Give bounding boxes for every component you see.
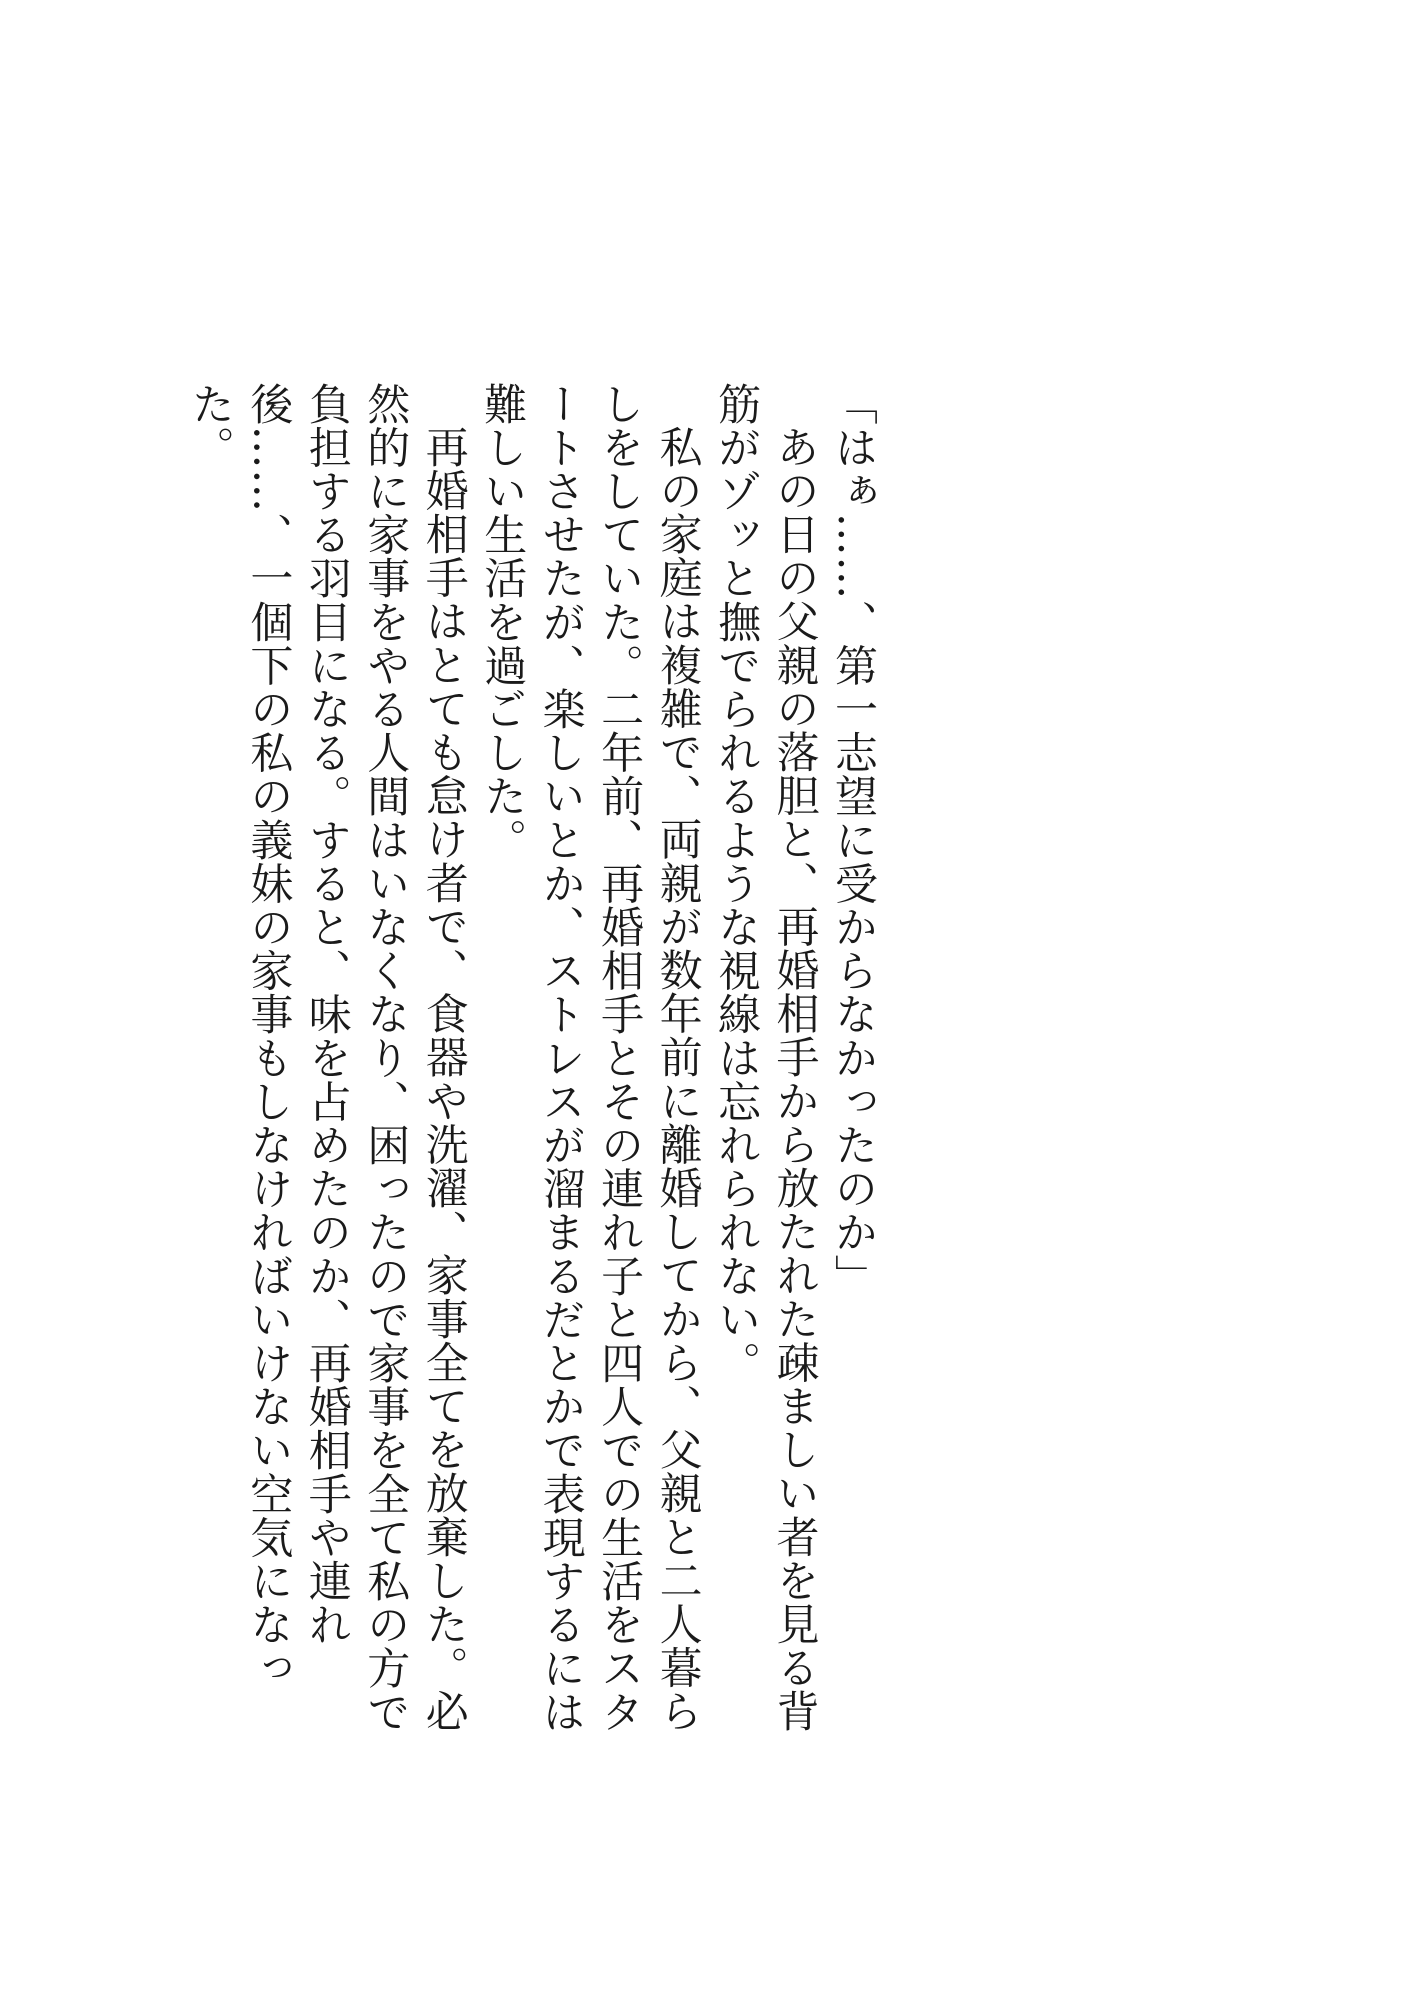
paragraph-chores: 再婚相手はとても怠け者で、食器や洗濯、家事全てを放棄した。必然的に家事をやる人間はいなくなり、困ったので家事を全て私の方で負担する羽目になる。すると、味を占めたのか、再婚相手や連れ後……、一個下の私の義妹の家事もしなければいけない空気になった。 xyxy=(184,382,469,1734)
paragraph-family: 私の家庭は複雑で、両親が数年前に離婚してから、父親と二人暮らしをしていた。二年前、再婚相手とその連れ子と四人での生活をスタートさせたが、楽しいとか、ストレスが溜まるだとかで表現するには難しい生活を過ごした。 xyxy=(477,382,703,1734)
dialogue-line: 「はぁ……、第一志望に受からなかったのか」 xyxy=(828,382,878,1298)
vertical-text-body xyxy=(180,382,882,1752)
paragraph-memory: あの日の父親の落胆と、再婚相手から放たれた疎ましい者を見る背筋がゾッと撫でられるような視線は忘れられない。 xyxy=(711,382,820,1733)
